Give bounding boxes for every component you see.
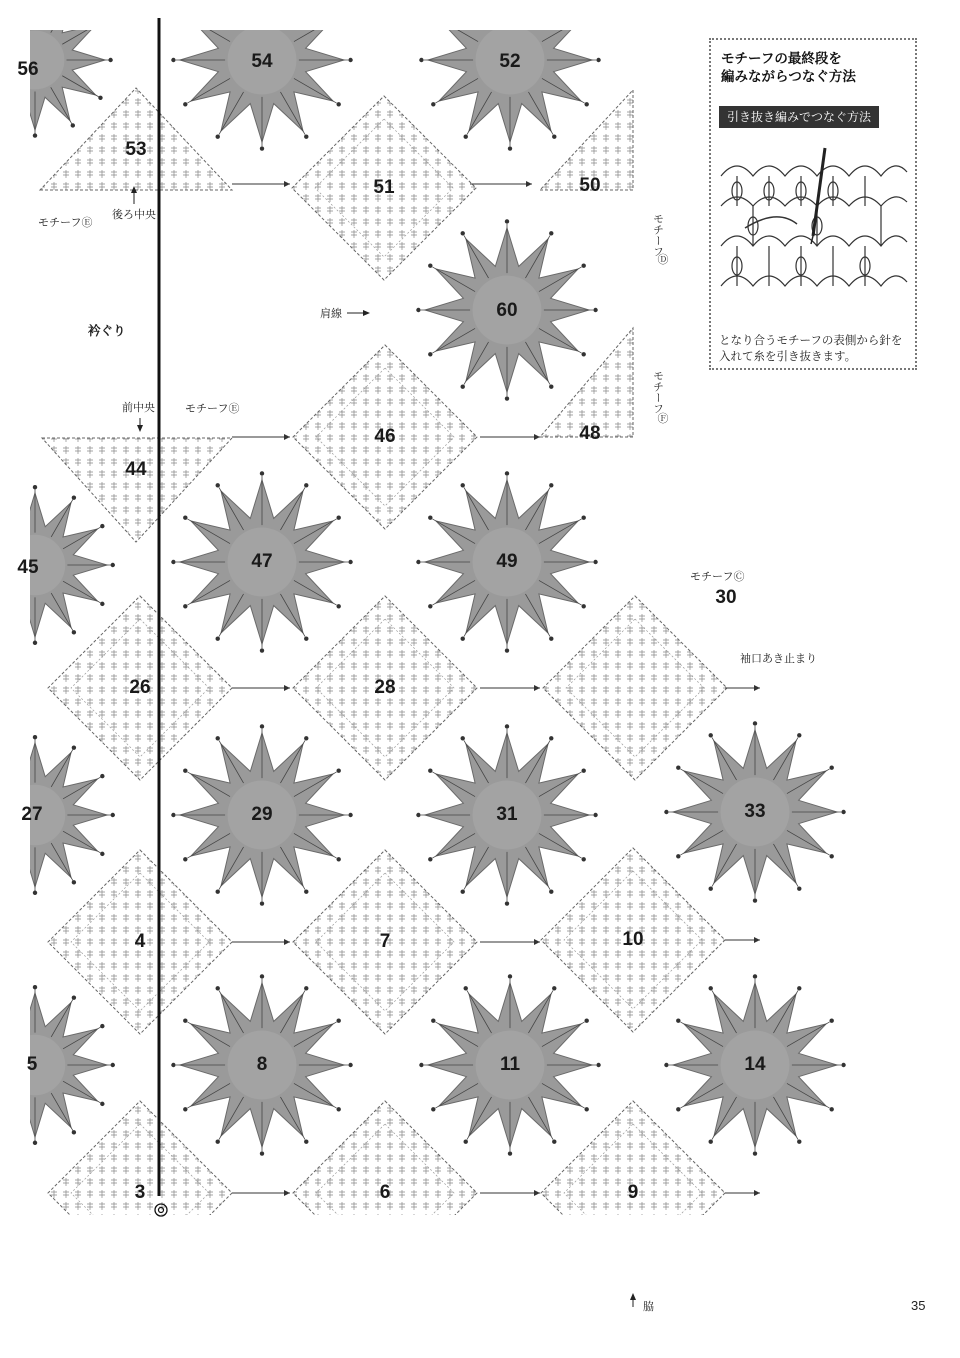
- star-motif-52: [419, 0, 601, 151]
- motif-number-8: 8: [256, 1054, 268, 1076]
- motif-e-label-top: モチーフⒺ: [38, 216, 93, 229]
- motif-number-27: 27: [21, 804, 43, 826]
- how-to-title-line1: モチーフの最終段を: [721, 51, 842, 67]
- motif-f-label: モチーフ: [651, 370, 665, 414]
- motif-number-50: 50: [579, 175, 601, 197]
- motif-number-52: 52: [499, 51, 521, 73]
- motif-number-49: 49: [496, 551, 518, 573]
- motif-number-46: 46: [374, 426, 396, 448]
- motif-number-6: 6: [379, 1182, 391, 1204]
- motif-d-label: モチーフ: [651, 213, 665, 257]
- how-to-title-line2: 編みながらつなぐ方法: [721, 69, 856, 85]
- motif-number-56: 56: [17, 59, 39, 81]
- star-motif-5: [0, 985, 115, 1145]
- motif-number-47: 47: [251, 551, 273, 573]
- shoulder-line-label: 肩線: [320, 307, 342, 320]
- back-center-label: 後ろ中央: [112, 208, 156, 221]
- front-center-label: 前中央: [122, 401, 155, 414]
- motif-number-4: 4: [134, 931, 146, 953]
- motif-c-label: モチーフⒸ: [690, 570, 745, 583]
- motif-number-9: 9: [627, 1182, 639, 1204]
- how-to-subtitle: 引き抜き編みでつなぐ方法: [719, 106, 879, 128]
- how-to-title: [721, 50, 911, 86]
- motif-number-30: 30: [715, 587, 737, 609]
- how-to-caption: となり合うモチーフの表側から針を入れて糸を引き抜きます。: [719, 333, 903, 363]
- how-to-box: [709, 38, 917, 370]
- neckline-label: 衿ぐり: [88, 323, 126, 338]
- motif-number-5: 5: [26, 1054, 38, 1076]
- side-label: 脇: [643, 1300, 654, 1313]
- page-number: 35: [911, 1298, 926, 1313]
- motif-number-48: 48: [579, 423, 601, 445]
- motif-number-45: 45: [17, 557, 39, 579]
- motif-number-3: 3: [134, 1182, 146, 1204]
- motif-f-letter: Ⓕ: [657, 412, 669, 425]
- motif-number-11: 11: [499, 1054, 521, 1076]
- motif-number-53: 53: [125, 139, 147, 161]
- slip-stitch-join-illustration: [717, 136, 911, 326]
- motif-number-31: 31: [496, 804, 518, 826]
- diamond-motif-30: [543, 596, 727, 780]
- motif-number-10: 10: [622, 929, 644, 951]
- motif-e-label-mid: モチーフⒺ: [185, 402, 240, 415]
- motif-number-60: 60: [496, 300, 518, 322]
- motif-number-29: 29: [251, 804, 273, 826]
- motif-number-51: 51: [373, 177, 395, 199]
- motif-number-28: 28: [374, 677, 396, 699]
- motif-number-44: 44: [125, 459, 147, 481]
- star-motif-27: [0, 735, 115, 895]
- motif-number-54: 54: [251, 51, 273, 73]
- sleeve-opening-label: 袖口あき止まり: [740, 652, 817, 665]
- motif-number-33: 33: [744, 801, 766, 823]
- motif-number-14: 14: [744, 1054, 766, 1076]
- motif-d-letter: Ⓓ: [657, 253, 669, 266]
- motif-number-26: 26: [129, 677, 151, 699]
- motif-number-7: 7: [379, 931, 391, 953]
- star-motif-54: [171, 0, 353, 151]
